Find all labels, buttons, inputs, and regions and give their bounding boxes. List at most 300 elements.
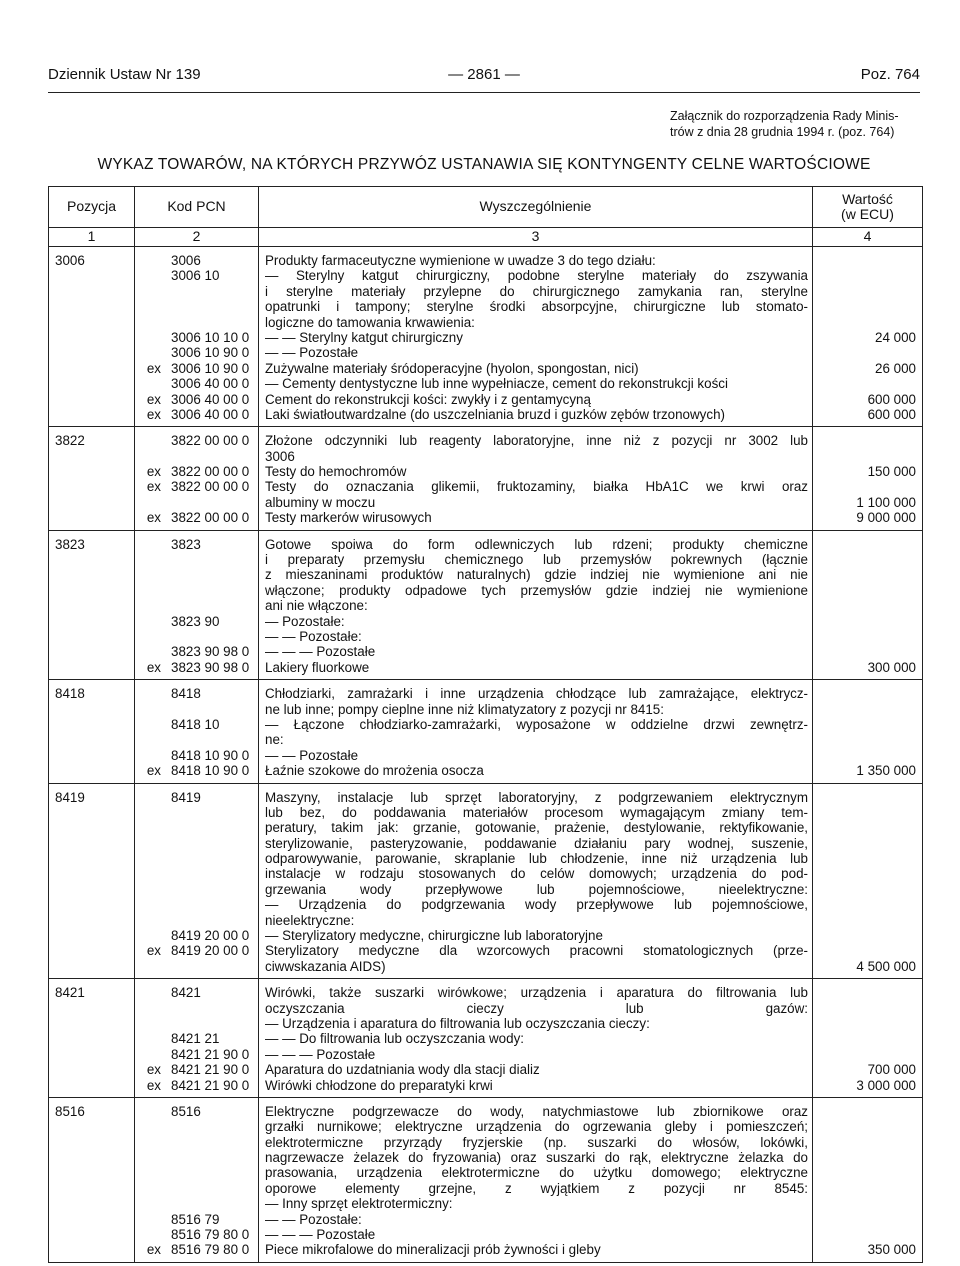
pcn-code: 8418 10 90 0	[171, 763, 250, 779]
ex-marker: ex	[146, 1062, 161, 1078]
ex-marker	[135, 537, 171, 552]
description-line: sterylizowanie, pasteryzowanie, poddawanie działaniu pary wodnej, suszenie,	[265, 835, 808, 851]
description-line: instalacje w rodzaju stosowanych do celów domowych; urządzenia do pod-	[265, 866, 808, 882]
description-line: — — Do filtrowania lub oczyszczania wody:	[265, 1031, 524, 1047]
ex-marker	[135, 253, 171, 268]
description-line: ciwwskazania AIDS)	[265, 958, 386, 974]
cell-value	[813, 247, 923, 427]
pcn-code-line	[135, 598, 258, 613]
value-line	[813, 598, 916, 613]
pcn-code: 8419 20 00 0	[171, 928, 250, 944]
pcn-code	[171, 495, 258, 510]
table-group-3006	[49, 247, 923, 427]
description-line: Laki światłoutwardzalne (do uszczelniania bruzd i guzków zębów trzonowych)	[265, 406, 725, 422]
column-number: 4	[813, 228, 923, 247]
value-line	[813, 345, 916, 360]
ex-marker	[135, 1119, 171, 1134]
page-number: — 2861 —	[448, 66, 520, 83]
value-line: 700 000	[867, 1062, 916, 1078]
header-description: Wyszczególnienie	[259, 187, 813, 228]
table-row	[49, 680, 923, 783]
position-number: 8419	[55, 789, 85, 805]
ex-marker	[135, 717, 171, 732]
pcn-code	[171, 897, 258, 912]
pcn-code-line	[135, 1062, 258, 1077]
ex-marker	[135, 702, 171, 717]
ex-marker	[135, 851, 171, 866]
value-line	[813, 717, 916, 732]
ex-marker	[135, 1227, 171, 1242]
value-line	[813, 702, 916, 717]
ex-marker	[135, 629, 171, 644]
cell-description	[259, 1097, 813, 1262]
pcn-code	[171, 1181, 258, 1196]
pcn-code	[171, 1150, 258, 1165]
value-line	[813, 376, 916, 391]
pcn-code-line	[135, 851, 258, 866]
pcn-code-line	[135, 510, 258, 525]
header-pcn-code: Kod PCN	[135, 187, 259, 228]
value-line	[813, 686, 916, 701]
position-number: 3006	[55, 253, 85, 268]
description-line: logiczne do tamowania krwawienia:	[265, 314, 475, 330]
pcn-code-line	[135, 284, 258, 299]
value-line: 150 000	[867, 464, 916, 480]
description-line: Elektryczne podgrzewacze do wody, natychmiastowe lub zbiornikowe oraz	[265, 1103, 808, 1119]
description-line: Sterylizatory medyczne dla wzorcowych pracowni stomatologicznych (prze-	[265, 943, 808, 959]
description-line: 3006	[265, 448, 295, 464]
pcn-code	[171, 1119, 258, 1134]
pcn-code	[171, 299, 258, 314]
value-line	[813, 748, 916, 763]
pcn-code-line	[135, 345, 258, 360]
ex-marker	[135, 1001, 171, 1016]
value-line	[813, 629, 916, 644]
ex-marker	[135, 866, 171, 881]
pcn-code-line	[135, 763, 258, 778]
pcn-code-line	[135, 790, 258, 805]
cell-value	[813, 979, 923, 1098]
pcn-code: 3822 00 00 0	[171, 464, 250, 480]
pcn-code-line	[135, 660, 258, 675]
ex-marker	[135, 330, 171, 345]
ex-marker	[135, 644, 171, 659]
ex-marker: ex	[146, 1242, 161, 1258]
pcn-code	[171, 1196, 258, 1211]
pcn-code	[171, 913, 258, 928]
description-line: — Łączone chłodziarko-zamrażarki, wyposażone w oddzielne drzwi zewnętrz-	[265, 716, 808, 732]
pcn-code	[171, 851, 258, 866]
description-line: z mieszaninami produktów naturalnych) gdzie indziej nie wymienione ani nie	[265, 567, 808, 583]
table-row	[49, 247, 923, 427]
table-group-8419	[49, 783, 923, 979]
pcn-code: 3822 00 00 0	[171, 479, 250, 495]
value-line	[813, 913, 916, 928]
value-line	[813, 1212, 916, 1227]
pcn-code-line	[135, 1212, 258, 1227]
pcn-code-line	[135, 1227, 258, 1242]
header-rule	[48, 92, 920, 93]
column-number: 3	[259, 228, 813, 247]
value-line	[813, 1104, 916, 1119]
pcn-code: 3006 40 00 0	[171, 391, 250, 407]
pcn-code-line	[135, 330, 258, 345]
pcn-code-line	[135, 1242, 258, 1257]
description-line: Testy markerów wirusowych	[265, 510, 432, 526]
annex-note	[670, 108, 920, 140]
ex-marker: ex	[146, 479, 161, 495]
pcn-code-line	[135, 732, 258, 747]
pcn-code-line	[135, 717, 258, 732]
pcn-code-line	[135, 1016, 258, 1031]
value-line	[813, 1001, 916, 1016]
value-line: 24 000	[875, 329, 916, 345]
value-line	[813, 985, 916, 1000]
value-line: 600 000	[867, 406, 916, 422]
description-line: lub bez, do poddawania materiałów procesom wymagającym zmiany tem-	[265, 804, 808, 820]
pcn-code-line	[135, 315, 258, 330]
pcn-code-line	[135, 928, 258, 943]
cell-pcn-codes	[135, 530, 259, 680]
description-line: Maszyny, instalacje lub sprzęt laboratoryjny, z podgrzewaniem elektrycznym	[265, 789, 808, 805]
pcn-code	[171, 629, 258, 644]
ex-marker: ex	[146, 943, 161, 959]
ex-marker	[135, 345, 171, 360]
cell-position	[49, 783, 135, 979]
cell-pcn-codes	[135, 979, 259, 1098]
value-line	[813, 820, 916, 835]
description-line: nagrzewacze żelazek do fryzowania) oraz suszarki do rąk, elektryczne żelazka do	[265, 1150, 808, 1166]
value-line	[813, 928, 916, 943]
description-line: Wirówki, także suszarki wirówkowe; urządzenia i aparatura do filtrowania lub	[265, 985, 808, 1001]
ex-marker	[135, 1181, 171, 1196]
value-line	[813, 1016, 916, 1031]
description-line: elektrotermiczne przyrządy fryzjerskie (np. suszarki do włosów, lokówki,	[265, 1134, 808, 1150]
description-line: Zużywalne materiały śródoperacyjne (hyolon, spongostan, nici)	[265, 360, 639, 376]
header-value-line: Wartość	[842, 190, 893, 207]
ex-marker	[135, 284, 171, 299]
pcn-code-line	[135, 820, 258, 835]
cell-description	[259, 979, 813, 1098]
value-line: 600 000	[867, 391, 916, 407]
description-line: ne:	[265, 732, 284, 748]
description-line: — Pozostałe:	[265, 613, 345, 629]
value-line	[813, 1227, 916, 1242]
ex-marker	[135, 836, 171, 851]
cell-pcn-codes	[135, 680, 259, 783]
value-line	[813, 866, 916, 881]
description-line: prasowania, urządzenia elektrotermiczne do użytku domowego; elektryczne	[265, 1165, 808, 1181]
cell-pcn-codes	[135, 247, 259, 427]
pcn-code-line	[135, 583, 258, 598]
value-line	[813, 644, 916, 659]
pcn-code-line	[135, 897, 258, 912]
pcn-code: 8421 21	[171, 1031, 220, 1047]
description-line: Testy do oznaczania glikemii, fruktozaminy, białka HbA1C we krwi oraz	[265, 479, 808, 495]
pcn-code	[171, 805, 258, 820]
ex-marker: ex	[146, 659, 161, 675]
value-line	[813, 790, 916, 805]
header-position: Pozycja	[49, 187, 135, 228]
description-line: nieelektryczne:	[265, 912, 355, 928]
pcn-code-line	[135, 361, 258, 376]
table-group-8421	[49, 979, 923, 1098]
description-line: — — Pozostałe:	[265, 628, 362, 644]
description-line: ani nie włączone:	[265, 598, 368, 614]
annex-line: Załącznik do rozporządzenia Rady Minis-	[670, 109, 899, 123]
value-line: 1 100 000	[856, 494, 916, 510]
ex-marker: ex	[146, 1077, 161, 1093]
pcn-code: 8418	[171, 686, 201, 702]
ex-marker	[135, 790, 171, 805]
pcn-code-line	[135, 985, 258, 1000]
cell-value	[813, 530, 923, 680]
pcn-code-line	[135, 567, 258, 582]
pcn-code	[171, 449, 258, 464]
pcn-code: 8419 20 00 0	[171, 943, 250, 959]
ex-marker	[135, 985, 171, 1000]
pcn-code: 8421	[171, 985, 201, 1001]
description-line: grzałki nurnikowe; elektryczne urządzenia do ogrzewania gleby i pomieszczeń;	[265, 1119, 808, 1135]
pcn-code: 3006 10	[171, 268, 220, 284]
pcn-code-line	[135, 253, 258, 268]
value-line: 26 000	[875, 360, 916, 376]
value-line	[813, 567, 916, 582]
description-line: Testy do hemochromów	[265, 464, 407, 480]
description-line: odparowywanie, parowanie, skraplanie lub chłodzenie, inne niż urządzenia lub	[265, 851, 808, 867]
pcn-code: 8516	[171, 1103, 201, 1119]
ex-marker	[135, 299, 171, 314]
column-number: 1	[49, 228, 135, 247]
header-value-line: (w ECU)	[841, 206, 894, 222]
table-row	[49, 530, 923, 680]
pcn-code: 3823	[171, 536, 201, 552]
pcn-code-line	[135, 299, 258, 314]
pcn-code-line	[135, 702, 258, 717]
ex-marker: ex	[146, 406, 161, 422]
pcn-code: 8418 10 90 0	[171, 747, 250, 763]
pcn-code-line	[135, 268, 258, 283]
pcn-code-line	[135, 449, 258, 464]
value-line	[813, 479, 916, 494]
ex-marker: ex	[146, 391, 161, 407]
pcn-code	[171, 836, 258, 851]
pcn-code-line	[135, 943, 258, 958]
value-line	[813, 537, 916, 552]
pcn-code: 8516 79	[171, 1211, 220, 1227]
value-line	[813, 315, 916, 330]
table-row	[49, 1097, 923, 1262]
cell-pcn-codes	[135, 427, 259, 530]
pcn-code-line	[135, 1181, 258, 1196]
pcn-code-line	[135, 1135, 258, 1150]
pcn-code-line	[135, 1001, 258, 1016]
ex-marker	[135, 748, 171, 763]
description-line: Wirówki chłodzone do preparatyki krwi	[265, 1077, 493, 1093]
ex-marker	[135, 1031, 171, 1046]
pcn-code	[171, 732, 258, 747]
ex-marker	[135, 1150, 171, 1165]
value-line: 3 000 000	[856, 1077, 916, 1093]
pcn-code-line	[135, 407, 258, 422]
pcn-code-line	[135, 1047, 258, 1062]
description-line: Chłodziarki, zamrażarki i inne urządzenia chłodzące lub zamrażające, elektrycz-	[265, 686, 808, 702]
description-line: — — — Pozostałe	[265, 1227, 376, 1243]
description-line: i sterylne materiały przylepne do chirurgicznego zamykania ran, sterylne	[265, 283, 808, 299]
table-group-3822	[49, 427, 923, 530]
pcn-code-line	[135, 392, 258, 407]
ex-marker	[135, 1016, 171, 1031]
pcn-code-line	[135, 1150, 258, 1165]
pcn-code-line	[135, 464, 258, 479]
pcn-code-line	[135, 644, 258, 659]
position-number: 3823	[55, 536, 85, 552]
table-group-3823	[49, 530, 923, 680]
description-line: — Urządzenia do podgrzewania wody przepływowe lub pojemnościowe,	[265, 897, 808, 913]
description-line: oczyszczania cieczy lub gazów:	[265, 1000, 808, 1016]
ex-marker	[135, 1104, 171, 1119]
ex-marker	[135, 805, 171, 820]
value-line: 9 000 000	[856, 510, 916, 526]
description-line: Aparatura do uzdatniania wody dla stacji dializ	[265, 1062, 540, 1078]
quota-table	[48, 186, 923, 1263]
pcn-code: 3822 00 00 0	[171, 433, 250, 449]
value-line	[813, 805, 916, 820]
pcn-code: 3006	[171, 253, 201, 268]
document-title: WYKAZ TOWARÓW, NA KTÓRYCH PRZYWÓZ USTANAWIA SIĘ KONTYNGENTY CELNE WARTOŚCIOWE	[97, 156, 871, 173]
pcn-code-line	[135, 686, 258, 701]
value-line	[813, 1181, 916, 1196]
description-line: — — Pozostałe:	[265, 1211, 362, 1227]
description-line: ne lub inne; pompy cieplne inne niż klimatyzatory z pozycji nr 8415:	[265, 701, 664, 717]
pcn-code	[171, 1016, 258, 1031]
pcn-code	[171, 567, 258, 582]
pcn-code: 3006 10 10 0	[171, 329, 250, 345]
ex-marker	[135, 268, 171, 283]
ex-marker	[135, 376, 171, 391]
pcn-code-line	[135, 1078, 258, 1093]
value-line: 1 350 000	[856, 763, 916, 779]
pcn-code-line	[135, 836, 258, 851]
description-line: grzewania wody przepływowe lub pojemnościowe, nieelektryczne:	[265, 881, 808, 897]
description-line: albuminy w moczu	[265, 494, 376, 510]
ex-marker	[135, 959, 171, 974]
pcn-code	[171, 820, 258, 835]
value-line	[813, 614, 916, 629]
ex-marker	[135, 1047, 171, 1062]
table-row	[49, 783, 923, 979]
table-row	[49, 979, 923, 1098]
description-line: — Sterylizatory medyczne, chirurgiczne lub laboratoryjne	[265, 928, 603, 944]
value-line	[813, 1165, 916, 1180]
description-line: włączone; produkty odpadowe tych przemysłów gdzie indziej nie wymienione	[265, 582, 808, 598]
table-group-8418	[49, 680, 923, 783]
pcn-code: 8516 79 80 0	[171, 1242, 250, 1258]
ex-marker	[135, 686, 171, 701]
ex-marker	[135, 820, 171, 835]
description-line: Złożone odczynniki lub reagenty laboratoryjne, inne niż z pozycji nr 3002 lub	[265, 433, 808, 449]
pcn-code-line	[135, 1119, 258, 1134]
pcn-code-line	[135, 1196, 258, 1211]
table-group-8516	[49, 1097, 923, 1262]
description-line: Cement do rekonstrukcji kości: zwykły i z gentamycyną	[265, 391, 591, 407]
value-line: 300 000	[867, 659, 916, 675]
value-line	[813, 1031, 916, 1046]
pcn-code: 3823 90 98 0	[171, 644, 250, 660]
description-line: — — Pozostałe	[265, 345, 359, 361]
cell-position	[49, 247, 135, 427]
value-line	[813, 897, 916, 912]
table-row	[49, 427, 923, 530]
pcn-code-line	[135, 913, 258, 928]
description-line: Lakiery fluorkowe	[265, 659, 370, 675]
ex-marker	[135, 1135, 171, 1150]
pcn-code	[171, 552, 258, 567]
pcn-code-line	[135, 1104, 258, 1119]
ex-marker	[135, 614, 171, 629]
cell-position	[49, 680, 135, 783]
pcn-code-line	[135, 479, 258, 494]
description-line: i preparaty przemysłu chemicznego lub przemysłów pokrewnych (łącznie	[265, 552, 808, 568]
ex-marker	[135, 598, 171, 613]
cell-pcn-codes	[135, 1097, 259, 1262]
value-line: 350 000	[867, 1242, 916, 1258]
pcn-code-line	[135, 629, 258, 644]
pcn-code-line	[135, 495, 258, 510]
pcn-code	[171, 702, 258, 717]
pcn-code: 8421 21 90 0	[171, 1062, 250, 1078]
ex-marker	[135, 882, 171, 897]
value-line	[813, 1135, 916, 1150]
value-line	[813, 882, 916, 897]
ex-marker	[135, 552, 171, 567]
pcn-code-line	[135, 614, 258, 629]
description-line: Łaźnie szokowe do mrożenia osocza	[265, 763, 484, 779]
ex-marker	[135, 583, 171, 598]
value-line	[813, 732, 916, 747]
value-line	[813, 299, 916, 314]
ex-marker	[135, 913, 171, 928]
ex-marker	[135, 1212, 171, 1227]
description-line: — Sterylny katgut chirurgiczny, podobne sterylne materiały do zszywania	[265, 268, 808, 284]
ex-marker	[135, 433, 171, 448]
value-line	[813, 1047, 916, 1062]
description-line: oporowe elementy grzejne, z wyjątkiem z pozycji nr 8545:	[265, 1180, 808, 1196]
value-line	[813, 1119, 916, 1134]
pcn-code: 8419	[171, 789, 201, 805]
pcn-code-line	[135, 748, 258, 763]
pcn-code: 3006 40 00 0	[171, 406, 250, 422]
ex-marker: ex	[146, 464, 161, 480]
description-line: — Cementy dentystyczne lub inne wypełniacze, cement do rekonstrukcji kości	[265, 376, 728, 392]
journal-name: Dziennik Ustaw Nr 139	[48, 66, 201, 83]
cell-value	[813, 680, 923, 783]
pcn-code-line	[135, 882, 258, 897]
pcn-code: 3823 90	[171, 613, 220, 629]
value-line	[813, 1150, 916, 1165]
position-number: 8418	[55, 686, 85, 702]
pcn-code: 8418 10	[171, 716, 220, 732]
pcn-code: 8516 79 80 0	[171, 1227, 250, 1243]
position-number: 8516	[55, 1103, 85, 1119]
ex-marker	[135, 495, 171, 510]
value-line	[813, 433, 916, 448]
cell-description	[259, 247, 813, 427]
pcn-code	[171, 598, 258, 613]
cell-description	[259, 530, 813, 680]
value-line	[813, 836, 916, 851]
pcn-code	[171, 583, 258, 598]
